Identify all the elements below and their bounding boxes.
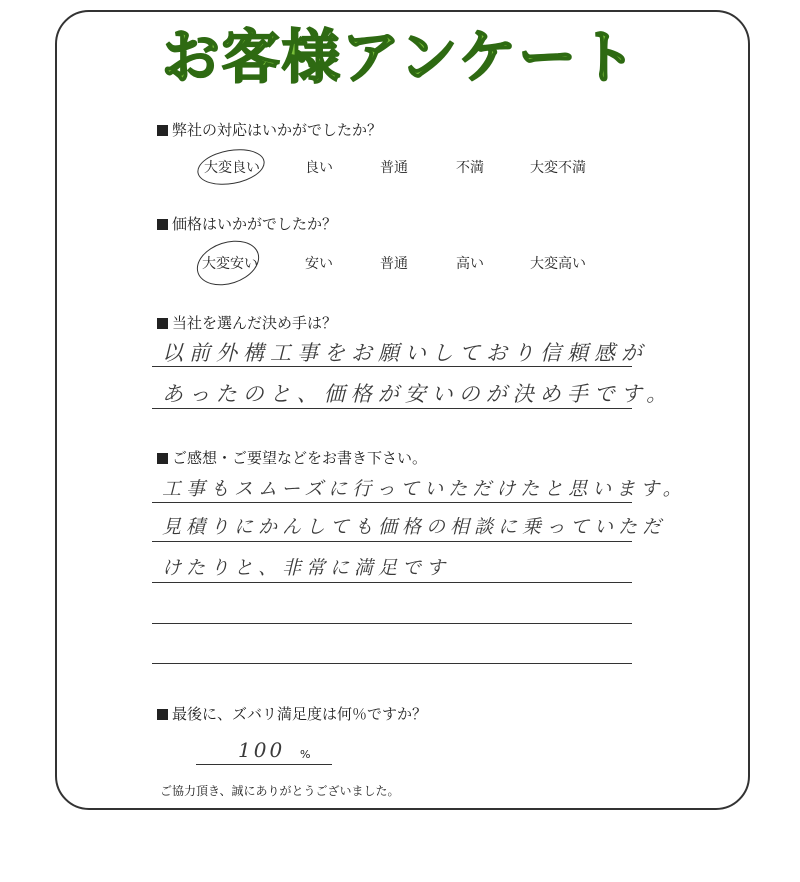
answer-rule — [152, 582, 632, 583]
answer-rule — [152, 366, 632, 367]
question-4 — [157, 448, 427, 468]
footer-thanks: ご協力頂き、誠にありがとうございました。 — [160, 784, 400, 798]
q4-answer-line-1: 工事もスムーズに行っていただけたと思います。 — [162, 478, 687, 500]
answer-rule — [152, 408, 632, 409]
q3-answer-line-2: あったのと、価格が安いのが決め手です。 — [162, 382, 674, 406]
question-2 — [157, 214, 337, 234]
question-5 — [157, 704, 427, 724]
q1-option-5[interactable]: 大変不満 — [530, 160, 586, 176]
satisfaction-unit: % — [300, 748, 311, 761]
q2-option-3[interactable]: 普通 — [380, 256, 408, 272]
satisfaction-value: 100 — [238, 738, 286, 762]
question-3 — [157, 313, 337, 333]
question-5-label: 最後に、ズバリ満足度は何％ですか？ — [172, 705, 428, 723]
answer-rule — [152, 502, 632, 503]
question-1-label: 弊社の対応はいかがでしたか？ — [172, 121, 383, 139]
square-bullet-icon — [157, 709, 168, 720]
satisfaction-rule — [196, 764, 332, 765]
q1-option-1[interactable]: 大変良い — [204, 160, 260, 176]
square-bullet-icon — [157, 125, 168, 136]
question-4-label: ご感想・ご要望などをお書き下さい。 — [172, 449, 428, 467]
q1-option-3[interactable]: 普通 — [380, 160, 408, 176]
survey-title: お客様アンケート — [161, 23, 639, 91]
q2-option-4[interactable]: 高い — [456, 256, 484, 272]
question-3-label: 当社を選んだ決め手は？ — [172, 314, 338, 332]
q3-answer-line-1: 以前外構工事をお願いしており信頼感が — [162, 341, 648, 365]
q2-option-5[interactable]: 大変高い — [530, 256, 586, 272]
q4-answer-line-2: 見積りにかんしても価格の相談に乗っていただ — [162, 516, 667, 538]
square-bullet-icon — [157, 453, 168, 464]
question-1 — [157, 120, 382, 140]
q2-option-1[interactable]: 大変安い — [202, 256, 258, 272]
square-bullet-icon — [157, 219, 168, 230]
q1-option-4[interactable]: 不満 — [456, 160, 484, 176]
q1-option-2[interactable]: 良い — [305, 160, 333, 176]
answer-rule — [152, 541, 632, 542]
answer-rule — [152, 663, 632, 664]
square-bullet-icon — [157, 318, 168, 329]
answer-rule — [152, 623, 632, 624]
question-2-label: 価格はいかがでしたか？ — [172, 215, 338, 233]
q2-option-2[interactable]: 安い — [305, 256, 333, 272]
q4-answer-line-3: けたりと、非常に満足です — [162, 557, 451, 579]
